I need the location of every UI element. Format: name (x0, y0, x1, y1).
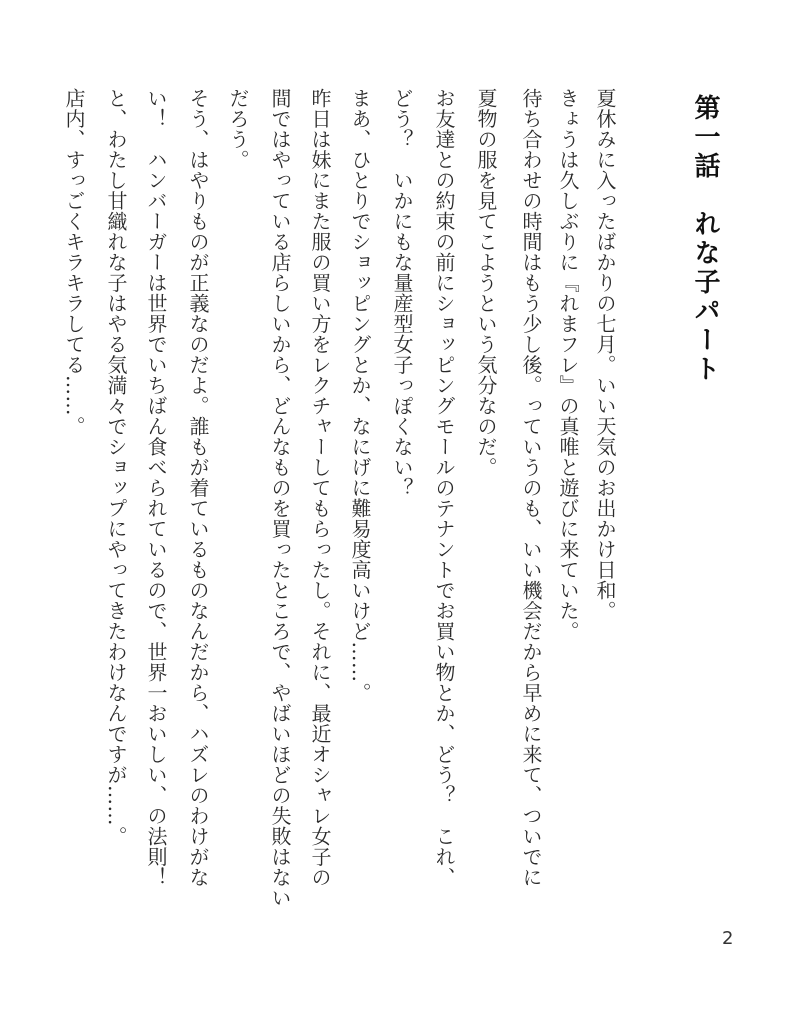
text-line-3: 待ち合わせの時間はもう少し後。っていうのも、いい機会だから早めに来て、ついでに (519, 88, 543, 888)
text-line-9: 間ではやっている店らしいから、どんなものを買ったところで、やばいほどの失敗はない (268, 88, 292, 908)
page-number: 2 (722, 928, 734, 949)
text-line-12: い！ ハンバーガーは世界でいちばん食べられているので、世界一おいしい、の法則！ (144, 88, 168, 888)
text-line-6: どう？ いかにもな量産型女子っぽくない？ (390, 88, 414, 498)
text-line-13: と、わたし甘織れな子はやる気満々でショップにやってきたわけなんですが……。 (104, 88, 128, 847)
chapter-title: 第一話 れな子パート (690, 94, 720, 384)
text-line-1: 夏休みに入ったばかりの七月。いい天気のお出かけ日和。 (593, 88, 617, 621)
text-line-2: きょうは久しぶりに『れまフレ』の真唯と遊びに来ていた。 (556, 88, 580, 642)
text-line-4: 夏物の服を見てこようという気分なのだ。 (474, 88, 498, 478)
text-line-14: 店内、すっごくキラキラしてる……。 (62, 88, 86, 437)
text-line-8: 昨日は妹にまた服の買い方をレクチャーしてもらったし。それに、最近オシャレ女子の (308, 88, 332, 888)
text-line-11: そう、はやりものが正義なのだよ。誰もが着ているものなんだから、ハズレのわけがな (186, 88, 210, 888)
text-line-7: まあ、ひとりでショッピングとか、なにげに難易度高いけど……。 (348, 88, 372, 703)
text-line-10: だろう。 (226, 88, 250, 170)
text-line-5: お友達との約束の前にショッピングモールのテナントでお買い物とか、どう？ これ、 (432, 88, 456, 888)
